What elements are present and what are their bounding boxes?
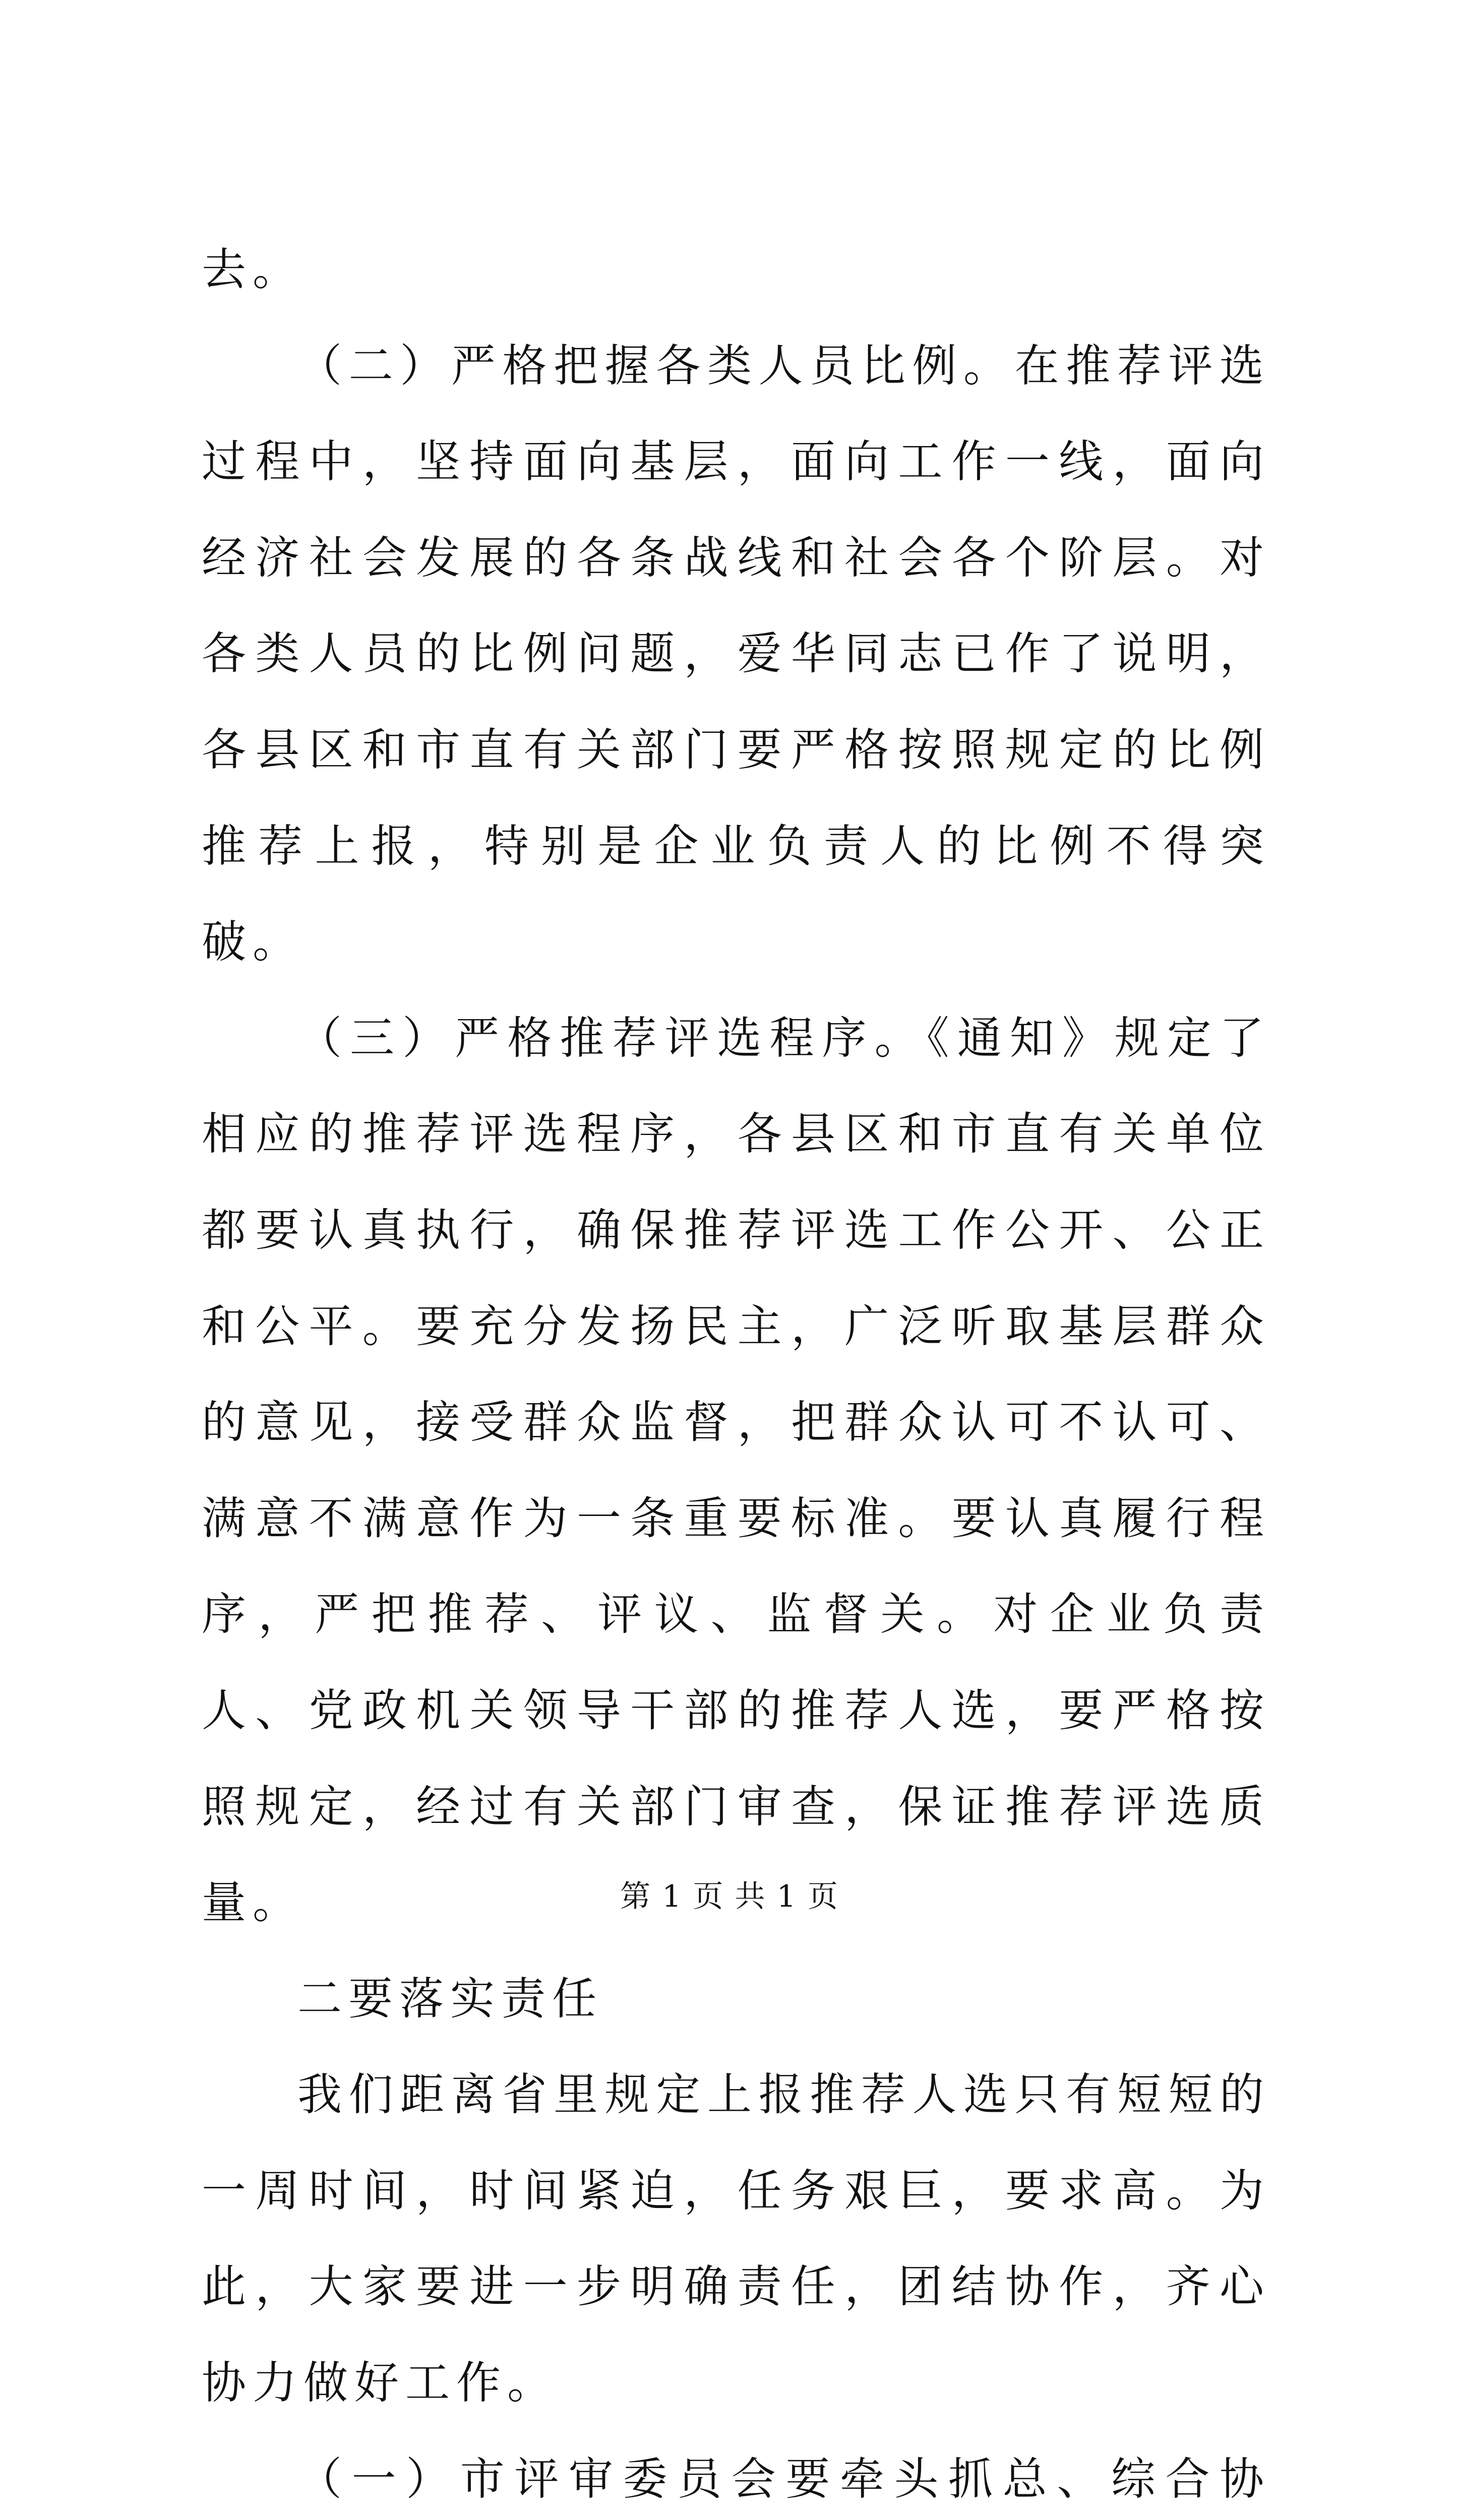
page-footer — [0, 1879, 1459, 1914]
section-heading: 二要落实责任 — [297, 1972, 603, 2025]
paragraph-1: 去。 — [202, 243, 304, 295]
paragraph-3: （三）严格推荐评选程序。《通知》规定了相应的推荐评选程序，各县区和市直有关单位都要认真执行，确保推荐评选工作公开、公正和公平。要充分发扬民主，广泛听取基层群众的意见，接受群众监督，把群众认可不认可、满意不满意作为一条重要标准。要认真履行程序，严把推荐、评议、监督关。对企业负责人、党政机关领导干部的推荐人选，要严格按照规定，经过有关部门审查，保证推荐评选质量。 — [202, 1012, 1270, 1929]
paragraph-5: 我们距离省里规定上报推荐人选只有短短的一周时间，时间紧迫，任务艰巨，要求高。为此，大家要进一步明确责任，团结协作，齐心协力做好工作。 — [202, 2068, 1270, 2409]
document-body — [202, 222, 1270, 2520]
paragraph-6: （一）市评审委员会要牵头抓总、综合协 — [297, 2452, 1270, 2505]
page-number: 第 1 页 共 1 页 — [620, 1879, 839, 1914]
paragraph-2: （二）严格把握各类人员比例。在推荐评选过程中，坚持面向基层，面向工作一线，面向经济社会发展的各条战线和社会各个阶层。对各类人员的比例问题，爱华同志已作了说明，各县区和市直有关部门要严格按照规定的比例推荐上报，特别是企业负责人的比例不得突破。 — [202, 339, 1270, 968]
